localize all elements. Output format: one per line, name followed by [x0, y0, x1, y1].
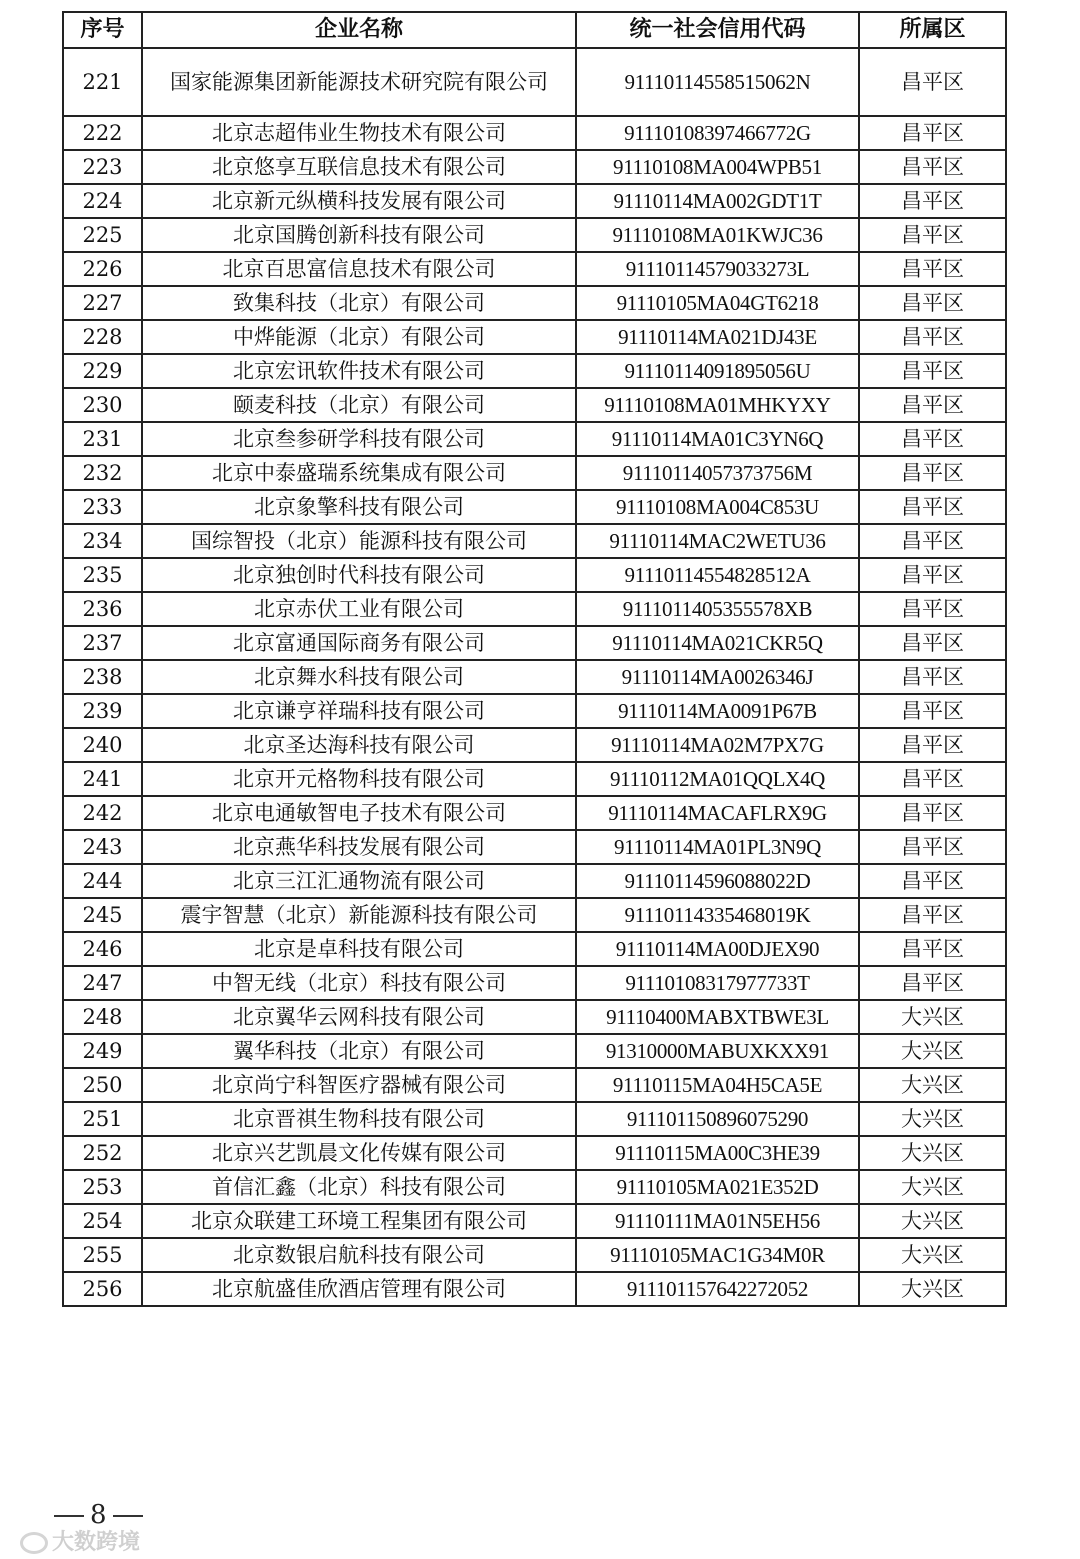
cell-index: 237 — [63, 626, 142, 660]
cell-district: 大兴区 — [859, 1272, 1006, 1306]
cell-index: 242 — [63, 796, 142, 830]
cell-district: 昌平区 — [859, 524, 1006, 558]
table-row — [63, 456, 1006, 490]
cell-credit-code: 91110114MA01C3YN6Q — [576, 422, 859, 456]
page-number: 8 — [90, 1500, 107, 1530]
cell-credit-code: 91110108397466772G — [576, 116, 859, 150]
cell-company-name: 北京中泰盛瑞系统集成有限公司 — [142, 456, 576, 490]
table-header-row — [63, 12, 1006, 48]
cell-company-name: 北京百思富信息技术有限公司 — [142, 252, 576, 286]
cell-credit-code: 91110115MA00C3HE39 — [576, 1136, 859, 1170]
cell-company-name: 北京富通国际商务有限公司 — [142, 626, 576, 660]
watermark-logo-icon — [20, 1532, 48, 1554]
cell-index: 247 — [63, 966, 142, 1000]
table-row — [63, 558, 1006, 592]
table-row — [63, 728, 1006, 762]
cell-company-name: 致集科技（北京）有限公司 — [142, 286, 576, 320]
header-index: 序号 — [63, 12, 142, 48]
table-row — [63, 1238, 1006, 1272]
table-row — [63, 796, 1006, 830]
cell-index: 246 — [63, 932, 142, 966]
cell-company-name: 北京三江汇通物流有限公司 — [142, 864, 576, 898]
cell-district: 昌平区 — [859, 48, 1006, 116]
cell-credit-code: 91110114MAC2WETU36 — [576, 524, 859, 558]
cell-index: 221 — [63, 48, 142, 116]
table-row — [63, 898, 1006, 932]
cell-company-name: 北京悠享互联信息技术有限公司 — [142, 150, 576, 184]
cell-district: 昌平区 — [859, 966, 1006, 1000]
cell-credit-code: 91110114MA002GDT1T — [576, 184, 859, 218]
cell-index: 233 — [63, 490, 142, 524]
cell-company-name: 北京国腾创新科技有限公司 — [142, 218, 576, 252]
cell-index: 253 — [63, 1170, 142, 1204]
cell-index: 252 — [63, 1136, 142, 1170]
table-row — [63, 830, 1006, 864]
cell-index: 228 — [63, 320, 142, 354]
cell-index: 250 — [63, 1068, 142, 1102]
cell-company-name: 国综智投（北京）能源科技有限公司 — [142, 524, 576, 558]
table-row — [63, 388, 1006, 422]
cell-index: 234 — [63, 524, 142, 558]
cell-credit-code: 91110108MA01MHKYXY — [576, 388, 859, 422]
cell-district: 昌平区 — [859, 116, 1006, 150]
cell-district: 昌平区 — [859, 762, 1006, 796]
table-row — [63, 286, 1006, 320]
cell-company-name: 北京志超伟业生物技术有限公司 — [142, 116, 576, 150]
table-row — [63, 1136, 1006, 1170]
table-row — [63, 1170, 1006, 1204]
table-row — [63, 762, 1006, 796]
cell-index: 244 — [63, 864, 142, 898]
cell-credit-code: 91310000MABUXKXX91 — [576, 1034, 859, 1068]
cell-district: 昌平区 — [859, 456, 1006, 490]
cell-company-name: 震宇智慧（北京）新能源科技有限公司 — [142, 898, 576, 932]
cell-company-name: 北京兴艺凯晨文化传媒有限公司 — [142, 1136, 576, 1170]
cell-company-name: 北京叁参研学科技有限公司 — [142, 422, 576, 456]
cell-index: 226 — [63, 252, 142, 286]
cell-credit-code: 91110108MA004C853U — [576, 490, 859, 524]
cell-index: 240 — [63, 728, 142, 762]
table-row — [63, 864, 1006, 898]
table-row — [63, 626, 1006, 660]
cell-credit-code: 91110114554828512A — [576, 558, 859, 592]
cell-index: 243 — [63, 830, 142, 864]
table-row — [63, 116, 1006, 150]
cell-company-name: 北京谦亨祥瑞科技有限公司 — [142, 694, 576, 728]
table-row — [63, 354, 1006, 388]
cell-company-name: 北京众联建工环境工程集团有限公司 — [142, 1204, 576, 1238]
table-row — [63, 932, 1006, 966]
watermark-text: 大数跨境 — [52, 1530, 141, 1555]
cell-district: 昌平区 — [859, 932, 1006, 966]
cell-district: 昌平区 — [859, 422, 1006, 456]
cell-credit-code: 911101157642272052 — [576, 1272, 859, 1306]
cell-credit-code: 9111011405355578XB — [576, 592, 859, 626]
cell-index: 236 — [63, 592, 142, 626]
cell-district: 大兴区 — [859, 1034, 1006, 1068]
cell-district: 大兴区 — [859, 1238, 1006, 1272]
cell-credit-code: 91110114MA02M7PX7G — [576, 728, 859, 762]
cell-company-name: 北京赤伏工业有限公司 — [142, 592, 576, 626]
cell-company-name: 北京圣达海科技有限公司 — [142, 728, 576, 762]
cell-company-name: 中烨能源（北京）有限公司 — [142, 320, 576, 354]
cell-credit-code: 91110114MA021DJ43E — [576, 320, 859, 354]
table-row — [63, 694, 1006, 728]
cell-company-name: 北京尚宁科智医疗器械有限公司 — [142, 1068, 576, 1102]
cell-credit-code: 91110114091895056U — [576, 354, 859, 388]
cell-company-name: 北京独创时代科技有限公司 — [142, 558, 576, 592]
cell-credit-code: 91110114057373756M — [576, 456, 859, 490]
table-row — [63, 1204, 1006, 1238]
cell-index: 239 — [63, 694, 142, 728]
cell-district: 大兴区 — [859, 1068, 1006, 1102]
cell-index: 254 — [63, 1204, 142, 1238]
cell-credit-code: 91110108MA004WPB51 — [576, 150, 859, 184]
cell-company-name: 北京舞水科技有限公司 — [142, 660, 576, 694]
table-row — [63, 966, 1006, 1000]
cell-index: 230 — [63, 388, 142, 422]
cell-district: 昌平区 — [859, 694, 1006, 728]
header-credit-code: 统一社会信用代码 — [576, 12, 859, 48]
table-row — [63, 1068, 1006, 1102]
cell-index: 255 — [63, 1238, 142, 1272]
cell-credit-code: 91110111MA01N5EH56 — [576, 1204, 859, 1238]
enterprise-table — [62, 11, 1007, 1307]
cell-district: 昌平区 — [859, 864, 1006, 898]
cell-company-name: 北京开元格物科技有限公司 — [142, 762, 576, 796]
table-row — [63, 490, 1006, 524]
cell-credit-code: 911101150896075290 — [576, 1102, 859, 1136]
cell-company-name: 中智无线（北京）科技有限公司 — [142, 966, 576, 1000]
cell-index: 248 — [63, 1000, 142, 1034]
cell-credit-code: 91110105MA021E352D — [576, 1170, 859, 1204]
table-row — [63, 150, 1006, 184]
cell-district: 昌平区 — [859, 354, 1006, 388]
table-row — [63, 320, 1006, 354]
cell-district: 昌平区 — [859, 830, 1006, 864]
cell-credit-code: 91110115MA04H5CA5E — [576, 1068, 859, 1102]
table-row — [63, 524, 1006, 558]
cell-company-name: 北京航盛佳欣酒店管理有限公司 — [142, 1272, 576, 1306]
cell-district: 昌平区 — [859, 898, 1006, 932]
cell-credit-code: 91110105MA04GT6218 — [576, 286, 859, 320]
cell-index: 235 — [63, 558, 142, 592]
table-row — [63, 592, 1006, 626]
cell-company-name: 北京晋祺生物科技有限公司 — [142, 1102, 576, 1136]
table-row — [63, 252, 1006, 286]
cell-district: 昌平区 — [859, 320, 1006, 354]
enterprise-list-sheet — [62, 11, 1005, 1307]
cell-credit-code: 91110114335468019K — [576, 898, 859, 932]
table-body — [63, 48, 1006, 1306]
watermark — [20, 1525, 140, 1556]
cell-credit-code: 91110108MA01KWJC36 — [576, 218, 859, 252]
cell-district: 昌平区 — [859, 150, 1006, 184]
cell-district: 昌平区 — [859, 592, 1006, 626]
header-company-name: 企业名称 — [142, 12, 576, 48]
cell-index: 249 — [63, 1034, 142, 1068]
cell-index: 227 — [63, 286, 142, 320]
table-row — [63, 1272, 1006, 1306]
cell-company-name: 北京新元纵横科技发展有限公司 — [142, 184, 576, 218]
cell-index: 229 — [63, 354, 142, 388]
table-row — [63, 1000, 1006, 1034]
cell-company-name: 北京数银启航科技有限公司 — [142, 1238, 576, 1272]
cell-district: 昌平区 — [859, 626, 1006, 660]
cell-district: 昌平区 — [859, 558, 1006, 592]
cell-district: 昌平区 — [859, 388, 1006, 422]
cell-credit-code: 91110114MA0091P67B — [576, 694, 859, 728]
cell-company-name: 国家能源集团新能源技术研究院有限公司 — [142, 48, 576, 116]
cell-index: 256 — [63, 1272, 142, 1306]
cell-district: 昌平区 — [859, 728, 1006, 762]
cell-credit-code: 91110114MACAFLRX9G — [576, 796, 859, 830]
cell-index: 245 — [63, 898, 142, 932]
cell-company-name: 北京燕华科技发展有限公司 — [142, 830, 576, 864]
cell-credit-code: 91110114579033273L — [576, 252, 859, 286]
cell-company-name: 北京电通敏智电子技术有限公司 — [142, 796, 576, 830]
cell-company-name: 翼华科技（北京）有限公司 — [142, 1034, 576, 1068]
cell-index: 238 — [63, 660, 142, 694]
cell-district: 昌平区 — [859, 660, 1006, 694]
table-row — [63, 184, 1006, 218]
cell-credit-code: 91110105MAC1G34M0R — [576, 1238, 859, 1272]
cell-index: 222 — [63, 116, 142, 150]
cell-company-name: 首信汇鑫（北京）科技有限公司 — [142, 1170, 576, 1204]
cell-district: 昌平区 — [859, 218, 1006, 252]
cell-district: 昌平区 — [859, 184, 1006, 218]
cell-district: 大兴区 — [859, 1102, 1006, 1136]
cell-company-name: 北京象擎科技有限公司 — [142, 490, 576, 524]
cell-district: 昌平区 — [859, 252, 1006, 286]
cell-credit-code: 91110114MA01PL3N9Q — [576, 830, 859, 864]
table-row — [63, 1102, 1006, 1136]
cell-company-name: 北京是卓科技有限公司 — [142, 932, 576, 966]
cell-company-name: 北京翼华云网科技有限公司 — [142, 1000, 576, 1034]
cell-district: 大兴区 — [859, 1000, 1006, 1034]
cell-index: 231 — [63, 422, 142, 456]
cell-index: 225 — [63, 218, 142, 252]
cell-district: 大兴区 — [859, 1136, 1006, 1170]
cell-credit-code: 91110108317977733T — [576, 966, 859, 1000]
cell-index: 232 — [63, 456, 142, 490]
cell-index: 224 — [63, 184, 142, 218]
cell-credit-code: 91110400MABXTBWE3L — [576, 1000, 859, 1034]
table-row — [63, 1034, 1006, 1068]
cell-district: 昌平区 — [859, 490, 1006, 524]
cell-credit-code: 91110114558515062N — [576, 48, 859, 116]
cell-company-name: 颐麦科技（北京）有限公司 — [142, 388, 576, 422]
cell-district: 昌平区 — [859, 286, 1006, 320]
cell-district: 大兴区 — [859, 1204, 1006, 1238]
cell-credit-code: 91110112MA01QQLX4Q — [576, 762, 859, 796]
cell-credit-code: 91110114MA00DJEX90 — [576, 932, 859, 966]
table-row — [63, 660, 1006, 694]
header-district: 所属区 — [859, 12, 1006, 48]
cell-district: 大兴区 — [859, 1170, 1006, 1204]
cell-district: 昌平区 — [859, 796, 1006, 830]
cell-index: 223 — [63, 150, 142, 184]
table-row — [63, 422, 1006, 456]
cell-credit-code: 91110114596088022D — [576, 864, 859, 898]
cell-company-name: 北京宏讯软件技术有限公司 — [142, 354, 576, 388]
table-row — [63, 48, 1006, 116]
table-row — [63, 218, 1006, 252]
cell-index: 251 — [63, 1102, 142, 1136]
cell-credit-code: 91110114MA0026346J — [576, 660, 859, 694]
cell-index: 241 — [63, 762, 142, 796]
cell-credit-code: 91110114MA021CKR5Q — [576, 626, 859, 660]
